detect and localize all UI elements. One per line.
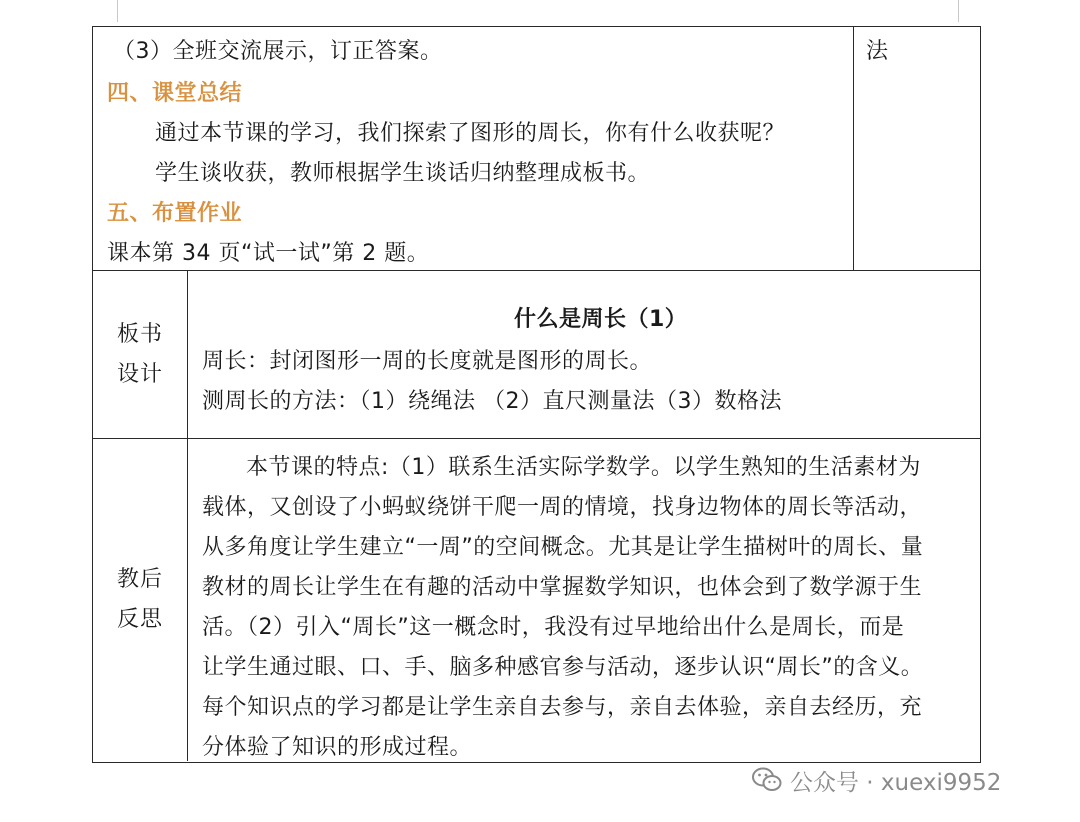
board-design-content-cell	[188, 271, 980, 438]
board-design-row	[93, 271, 980, 439]
teaching-process-cell	[93, 27, 854, 270]
side-note-cell	[854, 27, 980, 270]
board-label-line-1: 板书	[116, 321, 163, 347]
page-edge-left	[117, 0, 118, 22]
summary-heading: 四、课堂总结	[107, 81, 243, 106]
reflection-line-7: 每个知识点的学习都是让学生亲自去参与，亲自去体验，亲自去经历，充	[202, 695, 923, 720]
reflection-line-3: 从多角度让学生建立“一周”的空间概念。尤其是让学生描树叶的周长、量	[202, 535, 924, 560]
reflection-row	[93, 439, 980, 761]
reflection-content-cell	[188, 439, 980, 761]
homework-line: 课本第 34 页“试一试”第 2 题。	[107, 241, 430, 266]
board-methods: 测周长的方法：（1）绕绳法 （2）直尺测量法（3）数格法	[202, 389, 782, 414]
summary-line-1: 通过本节课的学习，我们探索了图形的周长，你有什么收获呢？	[155, 121, 786, 146]
page-edge-right	[958, 0, 959, 22]
summary-line-2: 学生谈收获，教师根据学生谈话归纳整理成板书。	[155, 161, 651, 186]
teaching-process-row	[93, 27, 980, 271]
watermark	[752, 762, 1001, 798]
reflection-line-4: 教材的周长让学生在有趣的活动中掌握数学知识，也体会到了数学源于生	[202, 575, 923, 600]
reflection-line-5: 活。（2）引入“周长”这一概念时，我没有过早地给出什么是周长，而是	[202, 615, 905, 640]
reflection-line-6: 让学生通过眼、口、手、脑多种感官参与活动，逐步认识“周长”的含义。	[202, 655, 924, 680]
lesson-plan-table	[92, 26, 981, 763]
watermark-text: 公众号 · xuexi9952	[790, 769, 1002, 796]
homework-heading: 五、布置作业	[107, 201, 243, 226]
board-definition: 周长：封闭图形一周的长度就是图形的周长。	[202, 349, 653, 374]
wechat-icon	[752, 767, 782, 793]
board-label-line-2: 设计	[116, 361, 163, 387]
reflection-label-line-1: 教后	[116, 567, 163, 592]
reflection-line-2: 载体，又创设了小蚂蚁绕饼干爬一周的情境，找身边物体的周长等活动，	[202, 495, 923, 520]
reflection-line-8: 分体验了知识的形成过程。	[202, 735, 473, 760]
step-3-line: （3）全班交流展示，订正答案。	[113, 39, 443, 64]
reflection-line-1: 本节课的特点:（1）联系生活实际学数学。以学生熟知的生活素材为	[246, 455, 921, 480]
side-note-text: 法	[866, 39, 889, 64]
reflection-label-line-2: 反思	[116, 607, 163, 632]
board-title: 什么是周长（1）	[514, 307, 688, 332]
reflection-label-cell	[93, 439, 188, 761]
board-design-label-cell	[93, 271, 188, 438]
